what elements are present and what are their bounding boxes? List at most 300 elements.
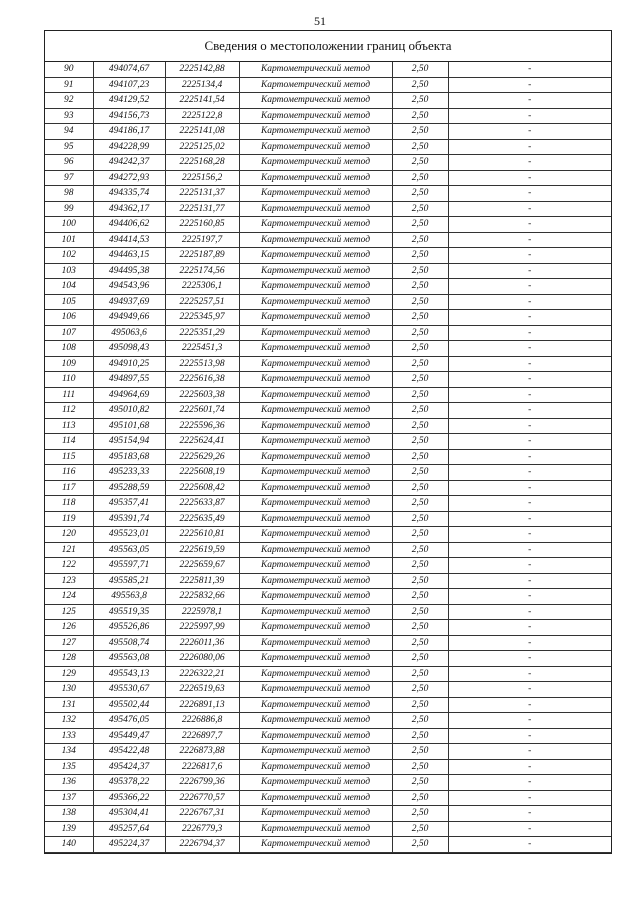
cell-description: - xyxy=(448,93,611,109)
cell-determination-method: Картометрический метод xyxy=(239,604,392,620)
cell-description: - xyxy=(448,682,611,698)
table-row xyxy=(45,341,611,357)
table-row xyxy=(45,248,611,264)
cell-coordinate-y: 2225156,2 xyxy=(165,170,239,186)
table-row xyxy=(45,806,611,822)
cell-coordinate-y: 2226519,63 xyxy=(165,682,239,698)
cell-point-number: 113 xyxy=(45,418,93,434)
cell-accuracy: 2,50 xyxy=(392,604,448,620)
cell-description: - xyxy=(448,155,611,171)
cell-point-number: 97 xyxy=(45,170,93,186)
cell-description: - xyxy=(448,248,611,264)
cell-determination-method: Картометрический метод xyxy=(239,155,392,171)
cell-coordinate-x: 495098,43 xyxy=(93,341,165,357)
cell-point-number: 127 xyxy=(45,635,93,651)
cell-determination-method: Картометрический метод xyxy=(239,186,392,202)
cell-description: - xyxy=(448,620,611,636)
cell-coordinate-x: 495424,37 xyxy=(93,759,165,775)
cell-point-number: 104 xyxy=(45,279,93,295)
cell-coordinate-y: 2225603,38 xyxy=(165,387,239,403)
cell-description: - xyxy=(448,604,611,620)
cell-accuracy: 2,50 xyxy=(392,775,448,791)
cell-description: - xyxy=(448,449,611,465)
table-row xyxy=(45,573,611,589)
cell-accuracy: 2,50 xyxy=(392,341,448,357)
cell-coordinate-y: 2226770,57 xyxy=(165,790,239,806)
table-row xyxy=(45,589,611,605)
cell-description: - xyxy=(448,589,611,605)
table-row xyxy=(45,201,611,217)
cell-point-number: 99 xyxy=(45,201,93,217)
cell-coordinate-x: 494242,37 xyxy=(93,155,165,171)
cell-accuracy: 2,50 xyxy=(392,217,448,233)
cell-coordinate-y: 2225997,99 xyxy=(165,620,239,636)
cell-accuracy: 2,50 xyxy=(392,806,448,822)
cell-description: - xyxy=(448,279,611,295)
cell-description: - xyxy=(448,62,611,77)
page-number: 51 xyxy=(314,14,326,28)
cell-coordinate-x: 494414,53 xyxy=(93,232,165,248)
cell-coordinate-x: 494107,23 xyxy=(93,77,165,93)
cell-coordinate-x: 495530,67 xyxy=(93,682,165,698)
cell-coordinate-y: 2225610,81 xyxy=(165,527,239,543)
cell-coordinate-x: 494463,15 xyxy=(93,248,165,264)
cell-coordinate-y: 2226897,7 xyxy=(165,728,239,744)
cell-coordinate-x: 495257,64 xyxy=(93,821,165,837)
cell-accuracy: 2,50 xyxy=(392,108,448,124)
cell-description: - xyxy=(448,387,611,403)
table-row xyxy=(45,217,611,233)
cell-point-number: 138 xyxy=(45,806,93,822)
boundary-points-table xyxy=(45,62,611,853)
cell-coordinate-y: 2225141,08 xyxy=(165,124,239,140)
cell-coordinate-x: 495597,71 xyxy=(93,558,165,574)
cell-coordinate-x: 494964,69 xyxy=(93,387,165,403)
cell-description: - xyxy=(448,759,611,775)
cell-coordinate-x: 495563,08 xyxy=(93,651,165,667)
table-row xyxy=(45,139,611,155)
cell-coordinate-x: 495183,68 xyxy=(93,449,165,465)
cell-determination-method: Картометрический метод xyxy=(239,465,392,481)
cell-determination-method: Картометрический метод xyxy=(239,356,392,372)
cell-point-number: 94 xyxy=(45,124,93,140)
cell-point-number: 112 xyxy=(45,403,93,419)
cell-coordinate-y: 2226794,37 xyxy=(165,837,239,853)
cell-accuracy: 2,50 xyxy=(392,465,448,481)
cell-determination-method: Картометрический метод xyxy=(239,248,392,264)
cell-description: - xyxy=(448,542,611,558)
cell-accuracy: 2,50 xyxy=(392,356,448,372)
cell-coordinate-y: 2226873,88 xyxy=(165,744,239,760)
cell-point-number: 136 xyxy=(45,775,93,791)
cell-coordinate-x: 495449,47 xyxy=(93,728,165,744)
cell-description: - xyxy=(448,232,611,248)
table-row xyxy=(45,294,611,310)
cell-coordinate-x: 494406,62 xyxy=(93,217,165,233)
cell-description: - xyxy=(448,418,611,434)
cell-determination-method: Картометрический метод xyxy=(239,325,392,341)
cell-description: - xyxy=(448,573,611,589)
cell-determination-method: Картометрический метод xyxy=(239,170,392,186)
cell-determination-method: Картометрический метод xyxy=(239,403,392,419)
cell-coordinate-x: 495563,05 xyxy=(93,542,165,558)
cell-description: - xyxy=(448,403,611,419)
cell-accuracy: 2,50 xyxy=(392,186,448,202)
cell-accuracy: 2,50 xyxy=(392,666,448,682)
cell-coordinate-x: 495502,44 xyxy=(93,697,165,713)
cell-coordinate-x: 494543,96 xyxy=(93,279,165,295)
cell-determination-method: Картометрический метод xyxy=(239,635,392,651)
table-row xyxy=(45,449,611,465)
cell-determination-method: Картометрический метод xyxy=(239,558,392,574)
cell-coordinate-x: 495010,82 xyxy=(93,403,165,419)
table-row xyxy=(45,372,611,388)
cell-point-number: 111 xyxy=(45,387,93,403)
table-row xyxy=(45,232,611,248)
cell-description: - xyxy=(448,651,611,667)
table-row xyxy=(45,77,611,93)
cell-determination-method: Картометрический метод xyxy=(239,697,392,713)
cell-coordinate-x: 494949,66 xyxy=(93,310,165,326)
cell-point-number: 122 xyxy=(45,558,93,574)
cell-accuracy: 2,50 xyxy=(392,248,448,264)
cell-determination-method: Картометрический метод xyxy=(239,62,392,77)
cell-accuracy: 2,50 xyxy=(392,635,448,651)
cell-description: - xyxy=(448,666,611,682)
cell-accuracy: 2,50 xyxy=(392,372,448,388)
cell-coordinate-y: 2225125,02 xyxy=(165,139,239,155)
cell-point-number: 98 xyxy=(45,186,93,202)
cell-coordinate-x: 495063,6 xyxy=(93,325,165,341)
cell-accuracy: 2,50 xyxy=(392,170,448,186)
cell-point-number: 137 xyxy=(45,790,93,806)
cell-determination-method: Картометрический метод xyxy=(239,682,392,698)
cell-determination-method: Картометрический метод xyxy=(239,573,392,589)
cell-point-number: 130 xyxy=(45,682,93,698)
cell-coordinate-x: 495519,35 xyxy=(93,604,165,620)
cell-coordinate-x: 494129,52 xyxy=(93,93,165,109)
cell-description: - xyxy=(448,341,611,357)
cell-description: - xyxy=(448,310,611,326)
cell-coordinate-x: 495154,94 xyxy=(93,434,165,450)
cell-point-number: 105 xyxy=(45,294,93,310)
cell-coordinate-y: 2226779,3 xyxy=(165,821,239,837)
cell-coordinate-x: 495563,8 xyxy=(93,589,165,605)
cell-description: - xyxy=(448,139,611,155)
cell-point-number: 133 xyxy=(45,728,93,744)
table-row xyxy=(45,465,611,481)
cell-point-number: 96 xyxy=(45,155,93,171)
cell-point-number: 129 xyxy=(45,666,93,682)
boundary-data-sheet xyxy=(44,30,612,854)
cell-coordinate-y: 2226322,21 xyxy=(165,666,239,682)
cell-coordinate-x: 495523,01 xyxy=(93,527,165,543)
cell-accuracy: 2,50 xyxy=(392,263,448,279)
cell-accuracy: 2,50 xyxy=(392,620,448,636)
cell-determination-method: Картометрический метод xyxy=(239,511,392,527)
table-row xyxy=(45,263,611,279)
table-row xyxy=(45,356,611,372)
cell-point-number: 100 xyxy=(45,217,93,233)
cell-description: - xyxy=(448,263,611,279)
cell-coordinate-y: 2226886,8 xyxy=(165,713,239,729)
cell-determination-method: Картометрический метод xyxy=(239,589,392,605)
cell-coordinate-y: 2226799,36 xyxy=(165,775,239,791)
cell-coordinate-y: 2225596,36 xyxy=(165,418,239,434)
cell-coordinate-y: 2225168,28 xyxy=(165,155,239,171)
cell-point-number: 128 xyxy=(45,651,93,667)
cell-description: - xyxy=(448,372,611,388)
cell-coordinate-x: 495543,13 xyxy=(93,666,165,682)
cell-description: - xyxy=(448,558,611,574)
cell-coordinate-y: 2225811,39 xyxy=(165,573,239,589)
cell-determination-method: Картометрический метод xyxy=(239,790,392,806)
cell-point-number: 92 xyxy=(45,93,93,109)
cell-description: - xyxy=(448,186,611,202)
cell-accuracy: 2,50 xyxy=(392,744,448,760)
cell-point-number: 126 xyxy=(45,620,93,636)
cell-point-number: 134 xyxy=(45,744,93,760)
cell-description: - xyxy=(448,434,611,450)
cell-determination-method: Картометрический метод xyxy=(239,108,392,124)
cell-determination-method: Картометрический метод xyxy=(239,759,392,775)
cell-accuracy: 2,50 xyxy=(392,325,448,341)
cell-determination-method: Картометрический метод xyxy=(239,372,392,388)
cell-point-number: 135 xyxy=(45,759,93,775)
cell-description: - xyxy=(448,635,611,651)
cell-accuracy: 2,50 xyxy=(392,790,448,806)
cell-description: - xyxy=(448,124,611,140)
cell-coordinate-x: 495101,68 xyxy=(93,418,165,434)
cell-description: - xyxy=(448,496,611,512)
table-row xyxy=(45,279,611,295)
cell-determination-method: Картометрический метод xyxy=(239,418,392,434)
cell-accuracy: 2,50 xyxy=(392,697,448,713)
cell-description: - xyxy=(448,480,611,496)
cell-description: - xyxy=(448,775,611,791)
cell-accuracy: 2,50 xyxy=(392,93,448,109)
table-row xyxy=(45,620,611,636)
cell-coordinate-y: 2225142,88 xyxy=(165,62,239,77)
cell-coordinate-x: 495357,41 xyxy=(93,496,165,512)
cell-determination-method: Картометрический метод xyxy=(239,666,392,682)
cell-coordinate-x: 495585,21 xyxy=(93,573,165,589)
cell-point-number: 139 xyxy=(45,821,93,837)
cell-description: - xyxy=(448,325,611,341)
cell-description: - xyxy=(448,217,611,233)
cell-point-number: 108 xyxy=(45,341,93,357)
cell-coordinate-x: 494272,93 xyxy=(93,170,165,186)
cell-accuracy: 2,50 xyxy=(392,310,448,326)
cell-determination-method: Картометрический метод xyxy=(239,806,392,822)
table-row xyxy=(45,511,611,527)
cell-coordinate-y: 2225832,66 xyxy=(165,589,239,605)
cell-coordinate-y: 2225160,85 xyxy=(165,217,239,233)
cell-determination-method: Картометрический метод xyxy=(239,527,392,543)
table-row xyxy=(45,93,611,109)
cell-determination-method: Картометрический метод xyxy=(239,294,392,310)
cell-point-number: 132 xyxy=(45,713,93,729)
table-row xyxy=(45,837,611,853)
cell-coordinate-y: 2225451,3 xyxy=(165,341,239,357)
table-row xyxy=(45,186,611,202)
table-row xyxy=(45,170,611,186)
table-row xyxy=(45,325,611,341)
cell-description: - xyxy=(448,170,611,186)
cell-coordinate-x: 494495,38 xyxy=(93,263,165,279)
cell-point-number: 102 xyxy=(45,248,93,264)
table-row xyxy=(45,775,611,791)
cell-accuracy: 2,50 xyxy=(392,155,448,171)
cell-accuracy: 2,50 xyxy=(392,124,448,140)
cell-coordinate-y: 2226011,36 xyxy=(165,635,239,651)
cell-coordinate-y: 2225633,87 xyxy=(165,496,239,512)
cell-coordinate-y: 2225134,4 xyxy=(165,77,239,93)
cell-coordinate-y: 2225635,49 xyxy=(165,511,239,527)
cell-description: - xyxy=(448,294,611,310)
cell-coordinate-x: 494186,17 xyxy=(93,124,165,140)
cell-coordinate-y: 2225197,7 xyxy=(165,232,239,248)
cell-point-number: 114 xyxy=(45,434,93,450)
table-row xyxy=(45,480,611,496)
cell-determination-method: Картометрический метод xyxy=(239,139,392,155)
cell-point-number: 91 xyxy=(45,77,93,93)
cell-point-number: 110 xyxy=(45,372,93,388)
cell-determination-method: Картометрический метод xyxy=(239,713,392,729)
cell-coordinate-y: 2225629,26 xyxy=(165,449,239,465)
cell-point-number: 123 xyxy=(45,573,93,589)
cell-coordinate-x: 494228,99 xyxy=(93,139,165,155)
table-row xyxy=(45,418,611,434)
cell-coordinate-y: 2225601,74 xyxy=(165,403,239,419)
cell-coordinate-y: 2226817,6 xyxy=(165,759,239,775)
cell-point-number: 119 xyxy=(45,511,93,527)
cell-point-number: 109 xyxy=(45,356,93,372)
cell-accuracy: 2,50 xyxy=(392,837,448,853)
cell-description: - xyxy=(448,790,611,806)
cell-coordinate-x: 494937,69 xyxy=(93,294,165,310)
cell-accuracy: 2,50 xyxy=(392,480,448,496)
cell-determination-method: Картометрический метод xyxy=(239,124,392,140)
cell-accuracy: 2,50 xyxy=(392,232,448,248)
cell-coordinate-x: 495224,37 xyxy=(93,837,165,853)
cell-accuracy: 2,50 xyxy=(392,294,448,310)
cell-coordinate-y: 2226891,13 xyxy=(165,697,239,713)
cell-determination-method: Картометрический метод xyxy=(239,837,392,853)
cell-point-number: 106 xyxy=(45,310,93,326)
cell-coordinate-y: 2226767,31 xyxy=(165,806,239,822)
cell-coordinate-y: 2225306,1 xyxy=(165,279,239,295)
cell-accuracy: 2,50 xyxy=(392,418,448,434)
table-row xyxy=(45,666,611,682)
cell-coordinate-y: 2225174,56 xyxy=(165,263,239,279)
cell-determination-method: Картометрический метод xyxy=(239,201,392,217)
cell-point-number: 124 xyxy=(45,589,93,605)
cell-accuracy: 2,50 xyxy=(392,821,448,837)
cell-point-number: 121 xyxy=(45,542,93,558)
table-row xyxy=(45,728,611,744)
cell-accuracy: 2,50 xyxy=(392,759,448,775)
cell-accuracy: 2,50 xyxy=(392,62,448,77)
cell-coordinate-y: 2225122,8 xyxy=(165,108,239,124)
cell-point-number: 90 xyxy=(45,62,93,77)
cell-accuracy: 2,50 xyxy=(392,527,448,543)
cell-description: - xyxy=(448,511,611,527)
cell-description: - xyxy=(448,527,611,543)
cell-point-number: 131 xyxy=(45,697,93,713)
cell-accuracy: 2,50 xyxy=(392,139,448,155)
cell-accuracy: 2,50 xyxy=(392,77,448,93)
table-row xyxy=(45,821,611,837)
cell-accuracy: 2,50 xyxy=(392,728,448,744)
table-row xyxy=(45,713,611,729)
cell-coordinate-y: 2225513,98 xyxy=(165,356,239,372)
cell-coordinate-y: 2225608,19 xyxy=(165,465,239,481)
cell-point-number: 101 xyxy=(45,232,93,248)
cell-determination-method: Картометрический метод xyxy=(239,496,392,512)
cell-coordinate-y: 2226080,06 xyxy=(165,651,239,667)
cell-coordinate-x: 495378,22 xyxy=(93,775,165,791)
table-row xyxy=(45,527,611,543)
cell-accuracy: 2,50 xyxy=(392,403,448,419)
cell-coordinate-y: 2225257,51 xyxy=(165,294,239,310)
cell-determination-method: Картометрический метод xyxy=(239,217,392,233)
cell-accuracy: 2,50 xyxy=(392,387,448,403)
cell-accuracy: 2,50 xyxy=(392,651,448,667)
cell-description: - xyxy=(448,744,611,760)
cell-determination-method: Картометрический метод xyxy=(239,744,392,760)
cell-coordinate-x: 495476,05 xyxy=(93,713,165,729)
table-row xyxy=(45,744,611,760)
cell-accuracy: 2,50 xyxy=(392,682,448,698)
cell-accuracy: 2,50 xyxy=(392,511,448,527)
cell-point-number: 117 xyxy=(45,480,93,496)
table-row xyxy=(45,635,611,651)
cell-description: - xyxy=(448,77,611,93)
cell-determination-method: Картометрический метод xyxy=(239,341,392,357)
cell-determination-method: Картометрический метод xyxy=(239,775,392,791)
cell-accuracy: 2,50 xyxy=(392,713,448,729)
cell-coordinate-y: 2225141,54 xyxy=(165,93,239,109)
cell-accuracy: 2,50 xyxy=(392,449,448,465)
table-row xyxy=(45,310,611,326)
cell-coordinate-x: 494074,67 xyxy=(93,62,165,77)
cell-coordinate-y: 2225187,89 xyxy=(165,248,239,264)
table-row xyxy=(45,604,611,620)
table-row xyxy=(45,558,611,574)
cell-coordinate-x: 495508,74 xyxy=(93,635,165,651)
cell-description: - xyxy=(448,108,611,124)
cell-description: - xyxy=(448,713,611,729)
cell-coordinate-y: 2225619,59 xyxy=(165,542,239,558)
cell-coordinate-x: 494910,25 xyxy=(93,356,165,372)
cell-coordinate-y: 2225131,77 xyxy=(165,201,239,217)
table-row xyxy=(45,651,611,667)
cell-accuracy: 2,50 xyxy=(392,558,448,574)
cell-coordinate-x: 494335,74 xyxy=(93,186,165,202)
cell-coordinate-x: 495391,74 xyxy=(93,511,165,527)
cell-accuracy: 2,50 xyxy=(392,589,448,605)
cell-description: - xyxy=(448,806,611,822)
cell-description: - xyxy=(448,821,611,837)
cell-description: - xyxy=(448,697,611,713)
table-row xyxy=(45,387,611,403)
table-row xyxy=(45,62,611,77)
cell-point-number: 140 xyxy=(45,837,93,853)
table-row xyxy=(45,124,611,140)
cell-point-number: 116 xyxy=(45,465,93,481)
cell-coordinate-y: 2225345,97 xyxy=(165,310,239,326)
